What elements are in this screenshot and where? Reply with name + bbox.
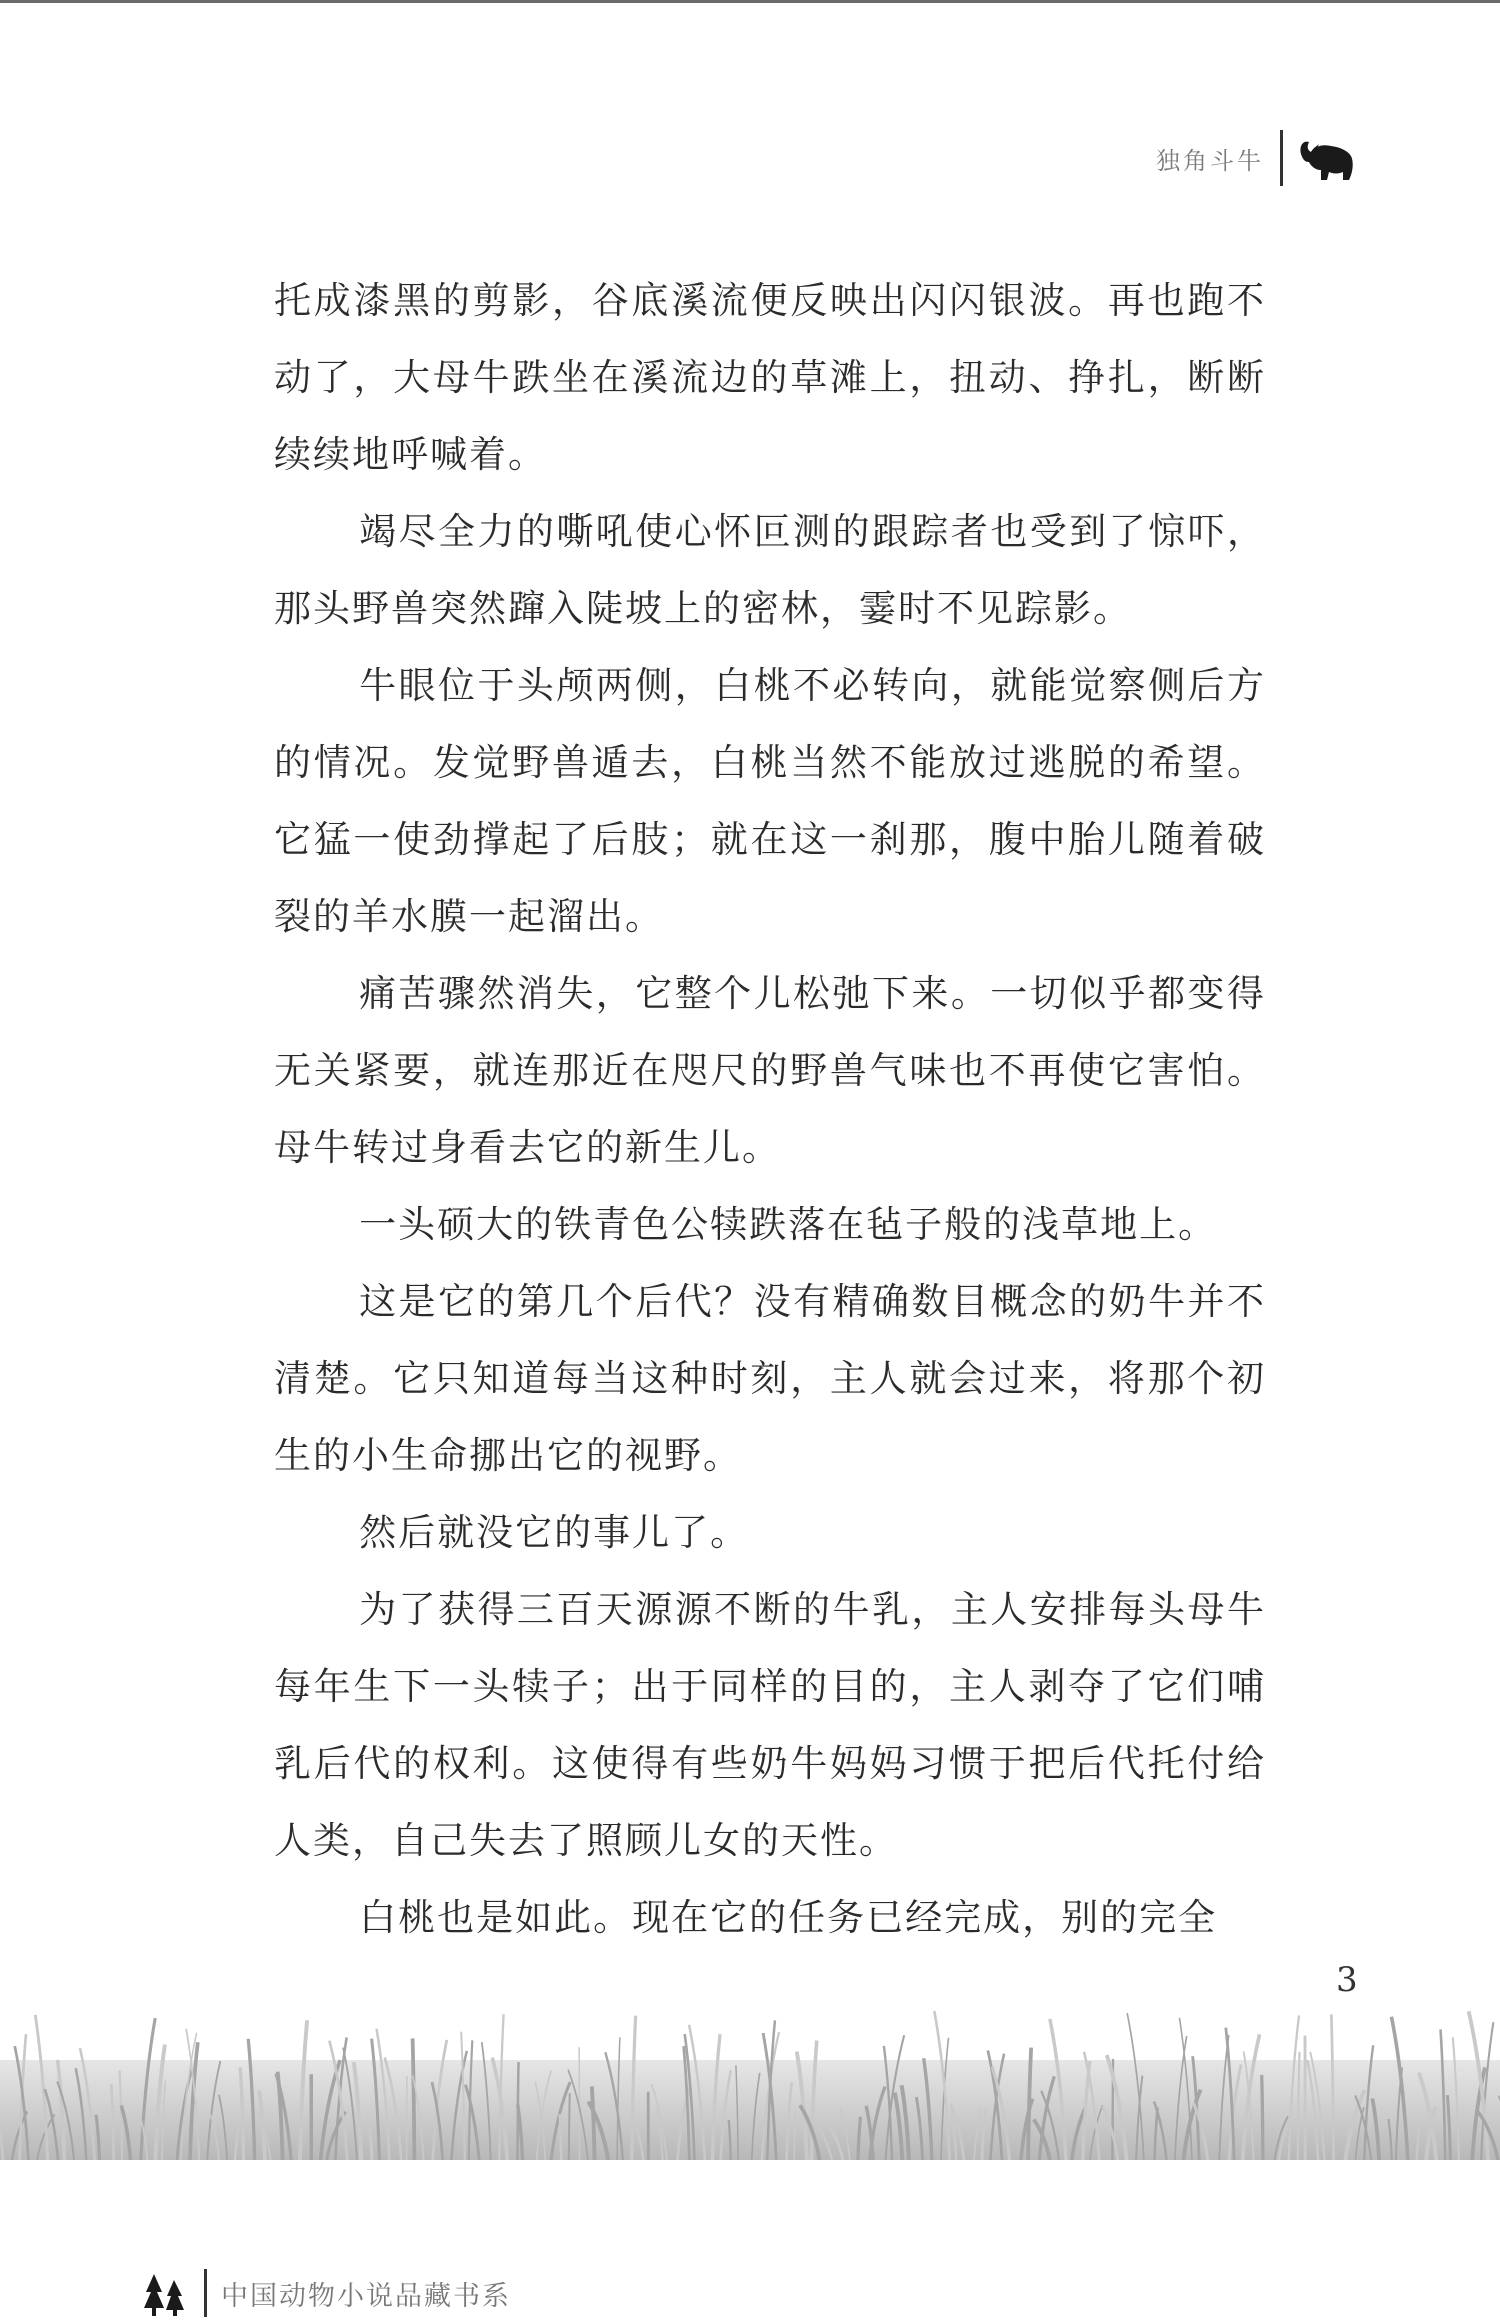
- page-body: [274, 262, 1266, 1956]
- paragraph: 一头硕大的铁青色公犊跌落在毡子般的浅草地上。: [359, 1203, 1218, 1246]
- grass-blade: [1262, 2075, 1263, 2160]
- running-header: [1156, 128, 1355, 188]
- paragraph: 托成漆黑的剪影，谷底溪流便反映出闪闪银波。再也跑不动了，大母牛跌坐在溪流边的草滩上，扭动、挣扎，断断续续地呼喊着。: [274, 279, 1266, 476]
- header-title: 独角斗牛: [1156, 146, 1264, 175]
- running-footer: [140, 2268, 511, 2318]
- grass-blade: [413, 2038, 415, 2160]
- header-divider: [1280, 130, 1283, 186]
- paragraph: 为了获得三百天源源不断的牛乳，主人安排每头母牛每年生下一头犊子；出于同样的目的，主人剥夺了它们哺乳后代的权利。这使得有些奶牛妈妈习惯于把后代托付给人类，自己失去了照顾儿女的天性。: [274, 1588, 1266, 1862]
- paragraph: 痛苦骤然消失，它整个儿松弛下来。一切似乎都变得无关紧要，就连那近在咫尺的野兽气味也不再使它害怕。母牛转过身看去它的新生儿。: [274, 972, 1266, 1169]
- grass-blade: [560, 2114, 561, 2160]
- paragraph: 牛眼位于头颅两侧，白桃不必转向，就能觉察侧后方的情况。发觉野兽遁去，白桃当然不能放过逃脱的希望。它猛一使劲撑起了后肢；就在这一刹那，腹中胎儿随着破裂的羊水膜一起溜出。: [274, 664, 1266, 938]
- top-rule: [0, 0, 1500, 3]
- footer-divider: [204, 2269, 207, 2317]
- bull-icon: [1297, 132, 1355, 184]
- paragraph: 然后就没它的事儿了。: [359, 1511, 750, 1554]
- grass-illustration: [0, 1990, 1500, 2160]
- grass-blade: [794, 2110, 795, 2160]
- grass-blade: [569, 2093, 570, 2160]
- series-title: 中国动物小说品藏书系: [221, 2280, 511, 2312]
- tree-icon: [140, 2268, 190, 2318]
- paragraph: 这是它的第几个后代？没有精确数目概念的奶牛并不清楚。它只知道每当这种时刻，主人就会过来，将那个初生的小生命挪出它的视野。: [274, 1280, 1266, 1477]
- paragraph: 白桃也是如此。现在它的任务已经完成，别的完全: [359, 1896, 1218, 1939]
- paragraph: 竭尽全力的嘶吼使心怀叵测的跟踪者也受到了惊吓，那头野兽突然蹿入陡坡上的密林，霎时不见踪影。: [274, 510, 1266, 630]
- page-number: 3: [1336, 1960, 1358, 2000]
